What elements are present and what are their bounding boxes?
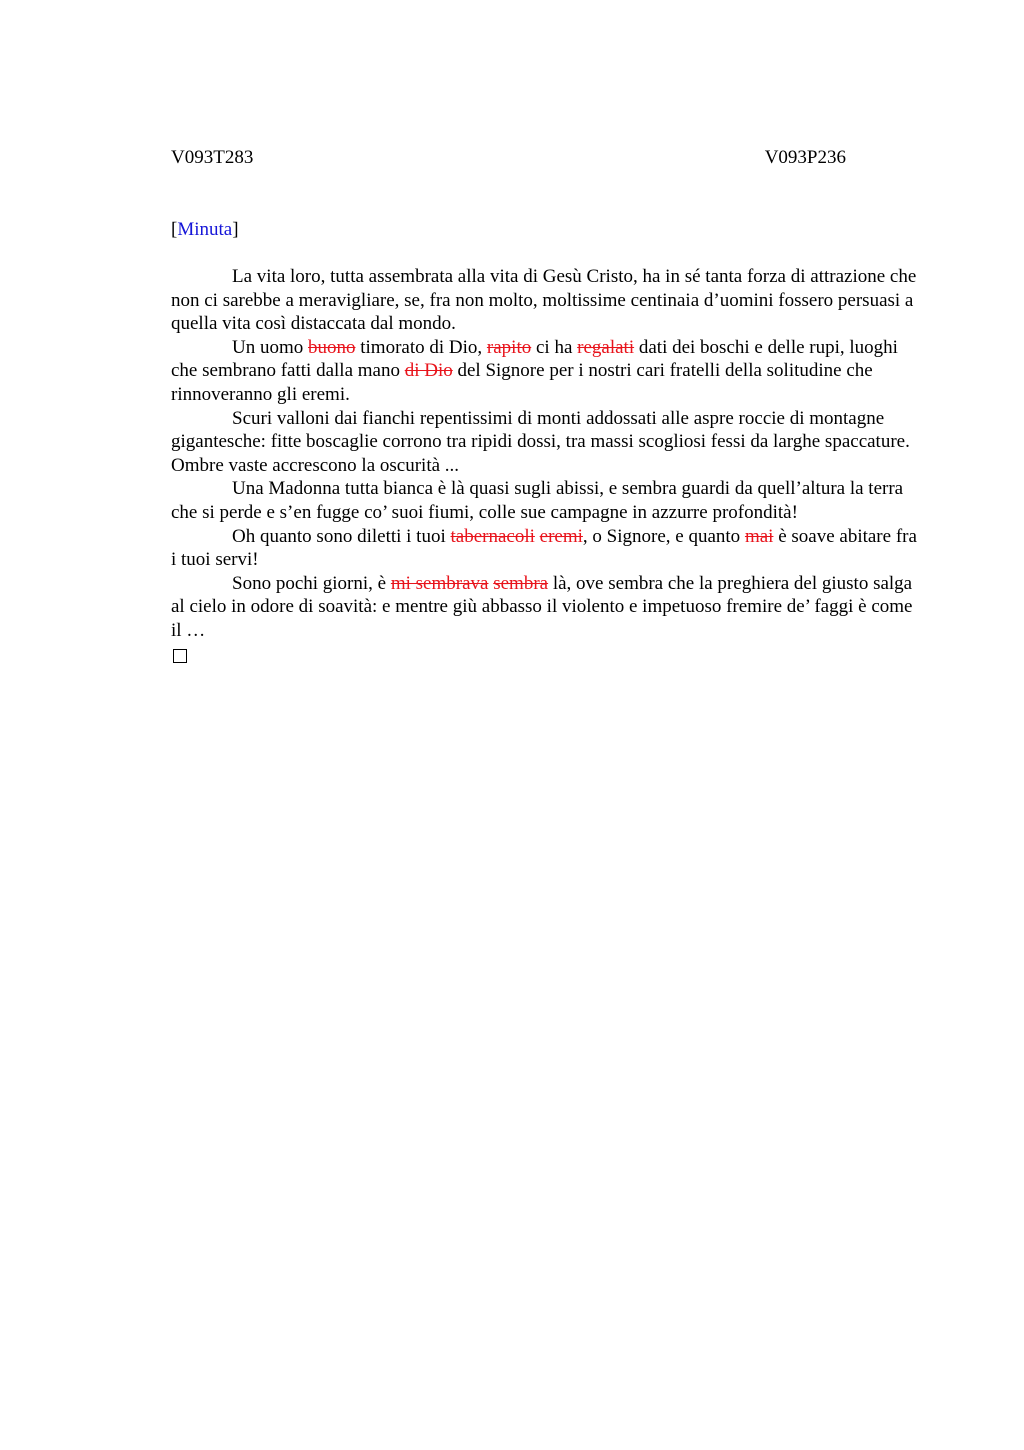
paragraph-text: Scuri valloni dai fianchi repentissimi di monti addossati alle aspre roccie di montagne gigantesche: fitte boscaglie corrono tra ripidi dossi, tra massi scogliosi fessi da larghe spaccature. Ombre vaste accrescono la oscurità ... [171, 407, 910, 476]
paragraph [171, 525, 926, 572]
paragraph [171, 477, 926, 524]
deleted-text: mi sembrava [390, 572, 489, 594]
paragraph-text: del Signore per i nostri cari fratelli della solitudine che rinnoveranno gli eremi. [171, 360, 873, 405]
end-of-text-box-icon [173, 649, 187, 663]
paragraph-text: Oh quanto sono diletti i tuoi [232, 525, 451, 547]
minuta-label [171, 218, 239, 242]
paragraph-text: dati dei boschi e delle rupi, luoghi che sembrano fatti dalla mano [171, 336, 898, 382]
header-left-code: V093T283 [171, 147, 254, 168]
deleted-text: di Dio [404, 360, 453, 382]
document-header [171, 146, 846, 170]
paragraph-text: Sono pochi giorni, è [232, 572, 391, 594]
deleted-text: regalati [577, 336, 635, 358]
minuta-close-bracket: ] [232, 219, 239, 240]
paragraph-text: La vita loro, tutta assembrata alla vita di Gesù Cristo, ha in sé tanta forza di attrazione che non ci sarebbe a meravigliare, se, fra non molto, moltissime centinaia d’uomini fossero persuasi a quella vita così distaccata dal mondo. [171, 266, 917, 335]
paragraph-text: Un uomo [232, 336, 308, 358]
paragraph-text: è soave abitare fra i tuoi servi! [171, 525, 917, 571]
paragraph-text: là, ove sembra che la preghiera del giusto salga al cielo in odore di soavità: e mentre giù abbasso il violento e impetuoso fremire de’ faggi è come il … [171, 572, 913, 641]
deleted-text: eremi [539, 525, 583, 547]
header-right-code: V093P236 [764, 147, 846, 168]
deleted-text: buono [308, 336, 356, 358]
paragraph [171, 336, 926, 407]
paragraph [171, 265, 926, 336]
paragraph-text: ci ha [531, 336, 578, 358]
paragraph-list [171, 265, 926, 643]
minuta-open-bracket: [ [171, 219, 178, 240]
deleted-text: tabernacoli [450, 525, 535, 547]
paragraph [171, 572, 926, 643]
deleted-text: mai [744, 525, 774, 547]
minuta-link[interactable]: Minuta [177, 219, 233, 240]
paragraph-text: , o Signore, e quanto [582, 525, 745, 547]
paragraph-text: Una Madonna tutta bianca è là quasi sugli abissi, e sembra guardi da quell’altura la terra che si perde e s’en fugge co’ suoi fiumi, colle sue campagne in azzurre profondità! [171, 478, 904, 523]
deleted-text: rapito [486, 336, 532, 358]
deleted-text: sembra [493, 572, 549, 594]
paragraph [171, 407, 926, 478]
paragraph-text: timorato di Dio, [355, 336, 487, 358]
body-text [171, 265, 926, 663]
